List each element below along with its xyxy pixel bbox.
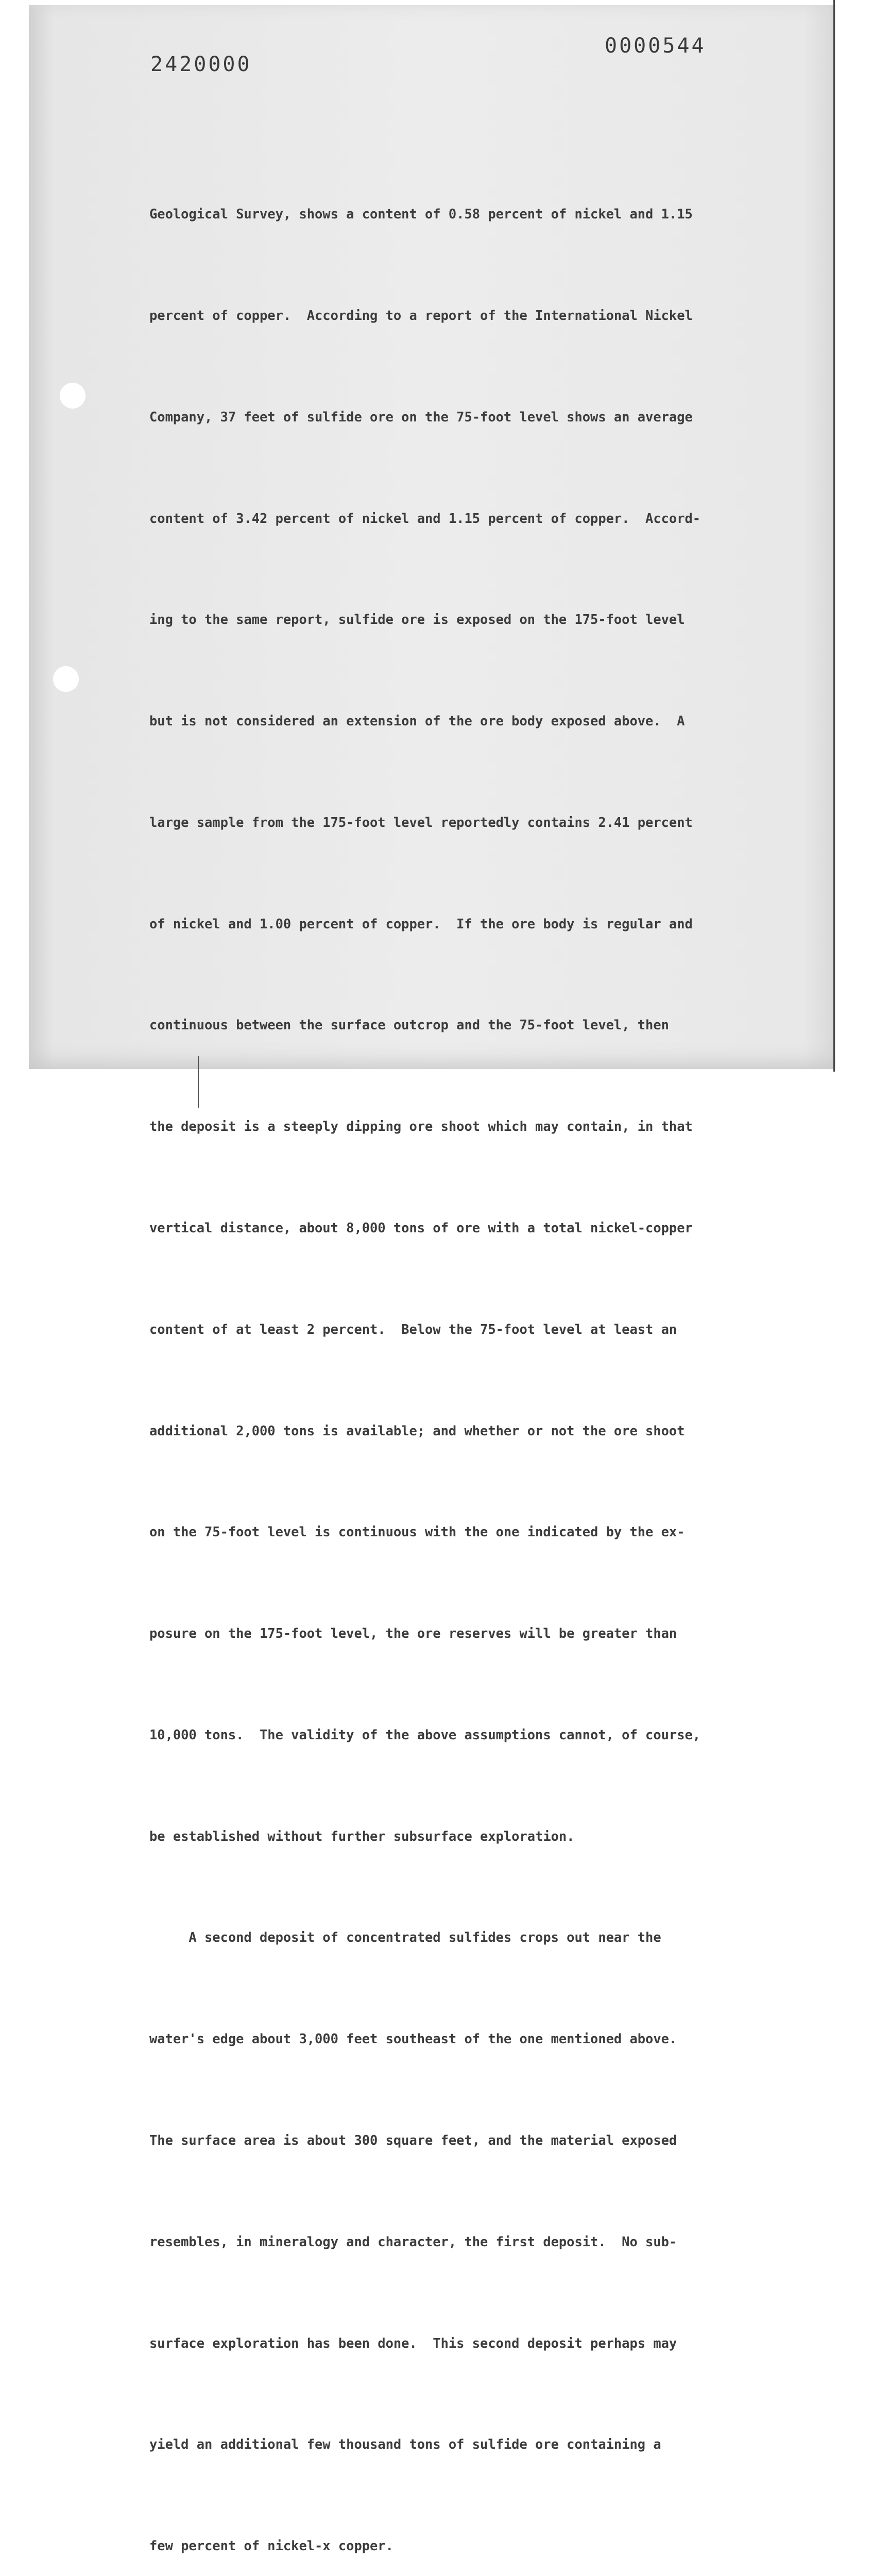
body-text xyxy=(149,130,757,2576)
text-line: few percent of nickel-x copper. xyxy=(149,2538,393,2554)
text-line: resembles, in mineralogy and character, the first deposit. No sub- xyxy=(149,2233,677,2249)
text-line: be established without further subsurface exploration. xyxy=(149,1828,575,1844)
text-line: The surface area is about 300 square feet, and the material exposed xyxy=(149,2132,677,2148)
text-line: surface exploration has been done. This second deposit perhaps may xyxy=(149,2335,677,2351)
text-line: Company, 37 feet of sulfide ore on the 75-foot level shows an average xyxy=(149,409,693,425)
text-line: water's edge about 3,000 feet southeast of the one mentioned above. xyxy=(149,2031,677,2047)
text-line: but is not considered an extension of the ore body exposed above. A xyxy=(149,713,685,729)
page-edge-line xyxy=(833,0,835,1072)
text-line: content of at least 2 percent. Below the 75-foot level at least an xyxy=(149,1321,677,1337)
document-number-left: 2420000 xyxy=(150,53,252,76)
text-line: on the 75-foot level is continuous with the one indicated by the ex- xyxy=(149,1524,685,1540)
text-line: continuous between the surface outcrop and the 75-foot level, then xyxy=(149,1017,669,1033)
text-line: percent of copper. According to a report of the International Nickel xyxy=(149,307,693,323)
punch-hole-upper xyxy=(60,383,85,409)
text-line: A second deposit of concentrated sulfides crops out near the xyxy=(149,1929,661,1945)
document-number-right: 0000544 xyxy=(605,34,706,58)
text-line: ing to the same report, sulfide ore is exposed on the 175-foot level xyxy=(149,612,685,628)
text-line: large sample from the 175-foot level reportedly contains 2.41 percent xyxy=(149,814,693,830)
text-line: Geological Survey, shows a content of 0.58 percent of nickel and 1.15 xyxy=(149,206,693,222)
text-line: vertical distance, about 8,000 tons of ore with a total nickel-copper xyxy=(149,1220,693,1235)
punch-hole-lower xyxy=(53,666,79,692)
text-line: yield an additional few thousand tons of sulfide ore containing a xyxy=(149,2436,661,2452)
text-line: of nickel and 1.00 percent of copper. If the ore body is regular and xyxy=(149,916,693,931)
text-line: additional 2,000 tons is available; and whether or not the ore shoot xyxy=(149,1422,685,1438)
text-line: posure on the 175-foot level, the ore reserves will be greater than xyxy=(149,1625,677,1641)
text-line: the deposit is a steeply dipping ore shoot which may contain, in that xyxy=(149,1118,693,1134)
text-line: content of 3.42 percent of nickel and 1.15 percent of copper. Accord- xyxy=(149,510,701,526)
text-line: 10,000 tons. The validity of the above assumptions cannot, of course, xyxy=(149,1726,701,1742)
